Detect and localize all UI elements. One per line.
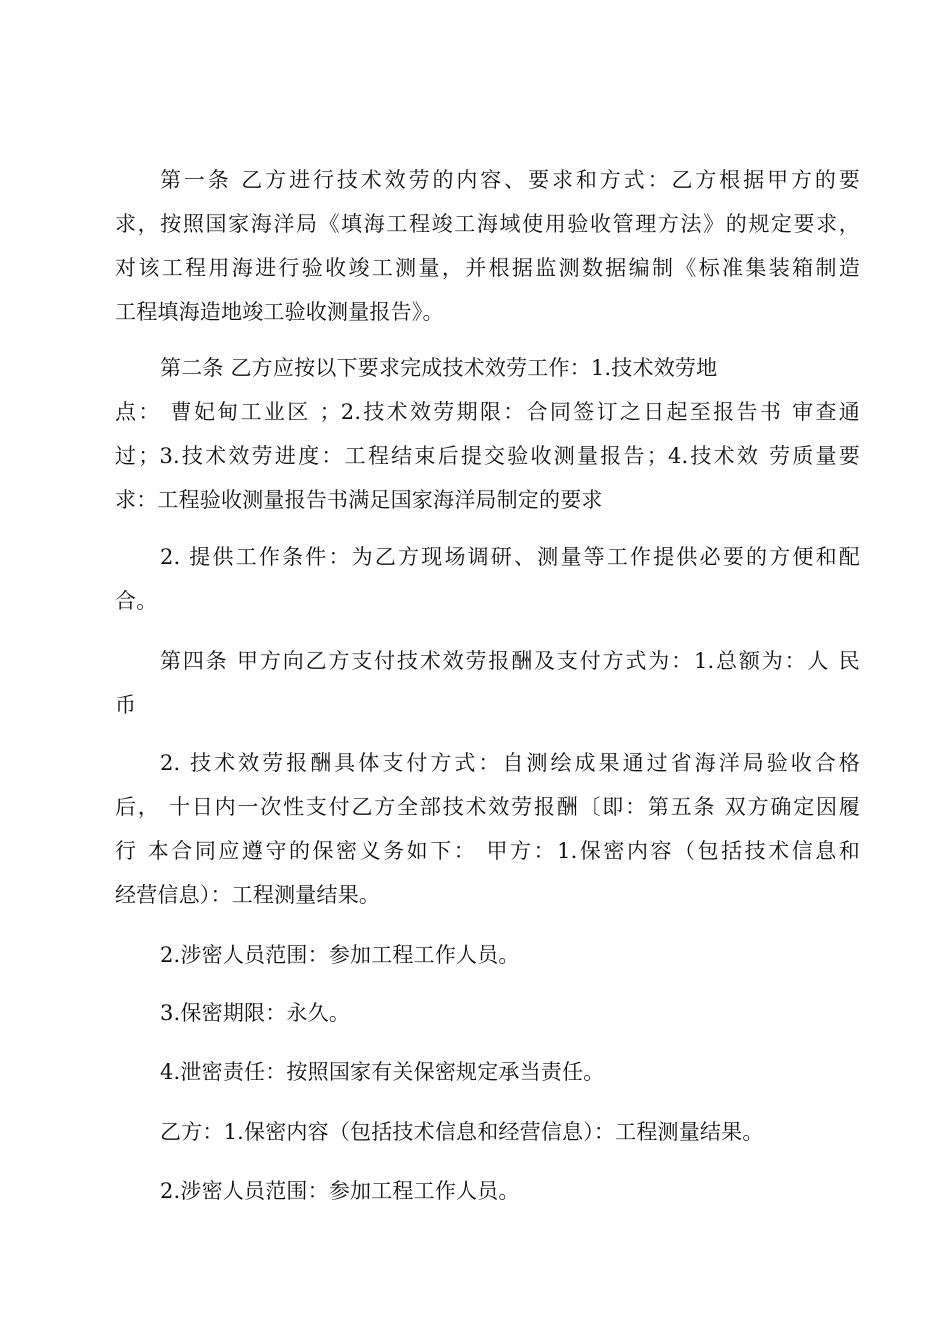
paragraph-line: 2. 技术效劳报酬具体支付方式：自测绘成果通过省海洋局验收合格: [160, 751, 860, 775]
paragraph-line: 求，按照国家海洋局《填海工程竣工海域使用验收管理方法》的规定要求，: [115, 212, 860, 236]
paragraph-line: 4.泄密责任：按照国家有关保密规定承当责任。: [160, 1060, 605, 1084]
paragraph-line: 过；3.技术效劳进度：工程结束后提交验收测量报告；4.技术效 劳质量要: [115, 444, 860, 468]
paragraph-line: 2.涉密人员范围：参加工程工作人员。: [160, 1179, 520, 1203]
paragraph-line: 第二条 乙方应按以下要求完成技术效劳工作：1.技术效劳地: [160, 356, 718, 380]
paragraph-line: 2.涉密人员范围：参加工程工作人员。: [160, 943, 520, 967]
paragraph-line: 合。: [115, 589, 158, 613]
paragraph-line: 行 本合同应遵守的保密义务如下： 甲方：1.保密内容（包括技术信息和: [115, 839, 860, 863]
paragraph-line: 求：工程验收测量报告书满足国家海洋局制定的要求: [115, 488, 603, 512]
paragraph-line: 币: [115, 693, 137, 717]
paragraph-line: 第四条 甲方向乙方支付技术效劳报酬及支付方式为：1.总额为：人 民: [160, 649, 860, 673]
paragraph-line: 乙方：1.保密内容（包括技术信息和经营信息）：工程测量结果。: [160, 1120, 764, 1144]
paragraph-line: 经营信息）：工程测量结果。: [115, 883, 381, 907]
paragraph-line: 3.保密期限：永久。: [160, 1001, 351, 1025]
paragraph-line: 2. 提供工作条件：为乙方现场调研、测量等工作提供必要的方便和配: [160, 545, 860, 569]
paragraph-line: 工程填海造地竣工验收测量报告》。: [115, 300, 444, 324]
paragraph-line: 对该工程用海进行验收竣工测量，并根据监测数据编制《标准集装箱制造: [115, 256, 860, 280]
paragraph-line: 点： 曹妃甸工业区 ；2.技术效劳期限：合同签订之日起至报告书 审查通: [115, 400, 860, 424]
paragraph-line: 第一条 乙方进行技术效劳的内容、要求和方式：乙方根据甲方的要: [160, 168, 860, 192]
paragraph-line: 后， 十日内一次性支付乙方全部技术效劳报酬〔即：第五条 双方确定因履: [115, 795, 860, 819]
